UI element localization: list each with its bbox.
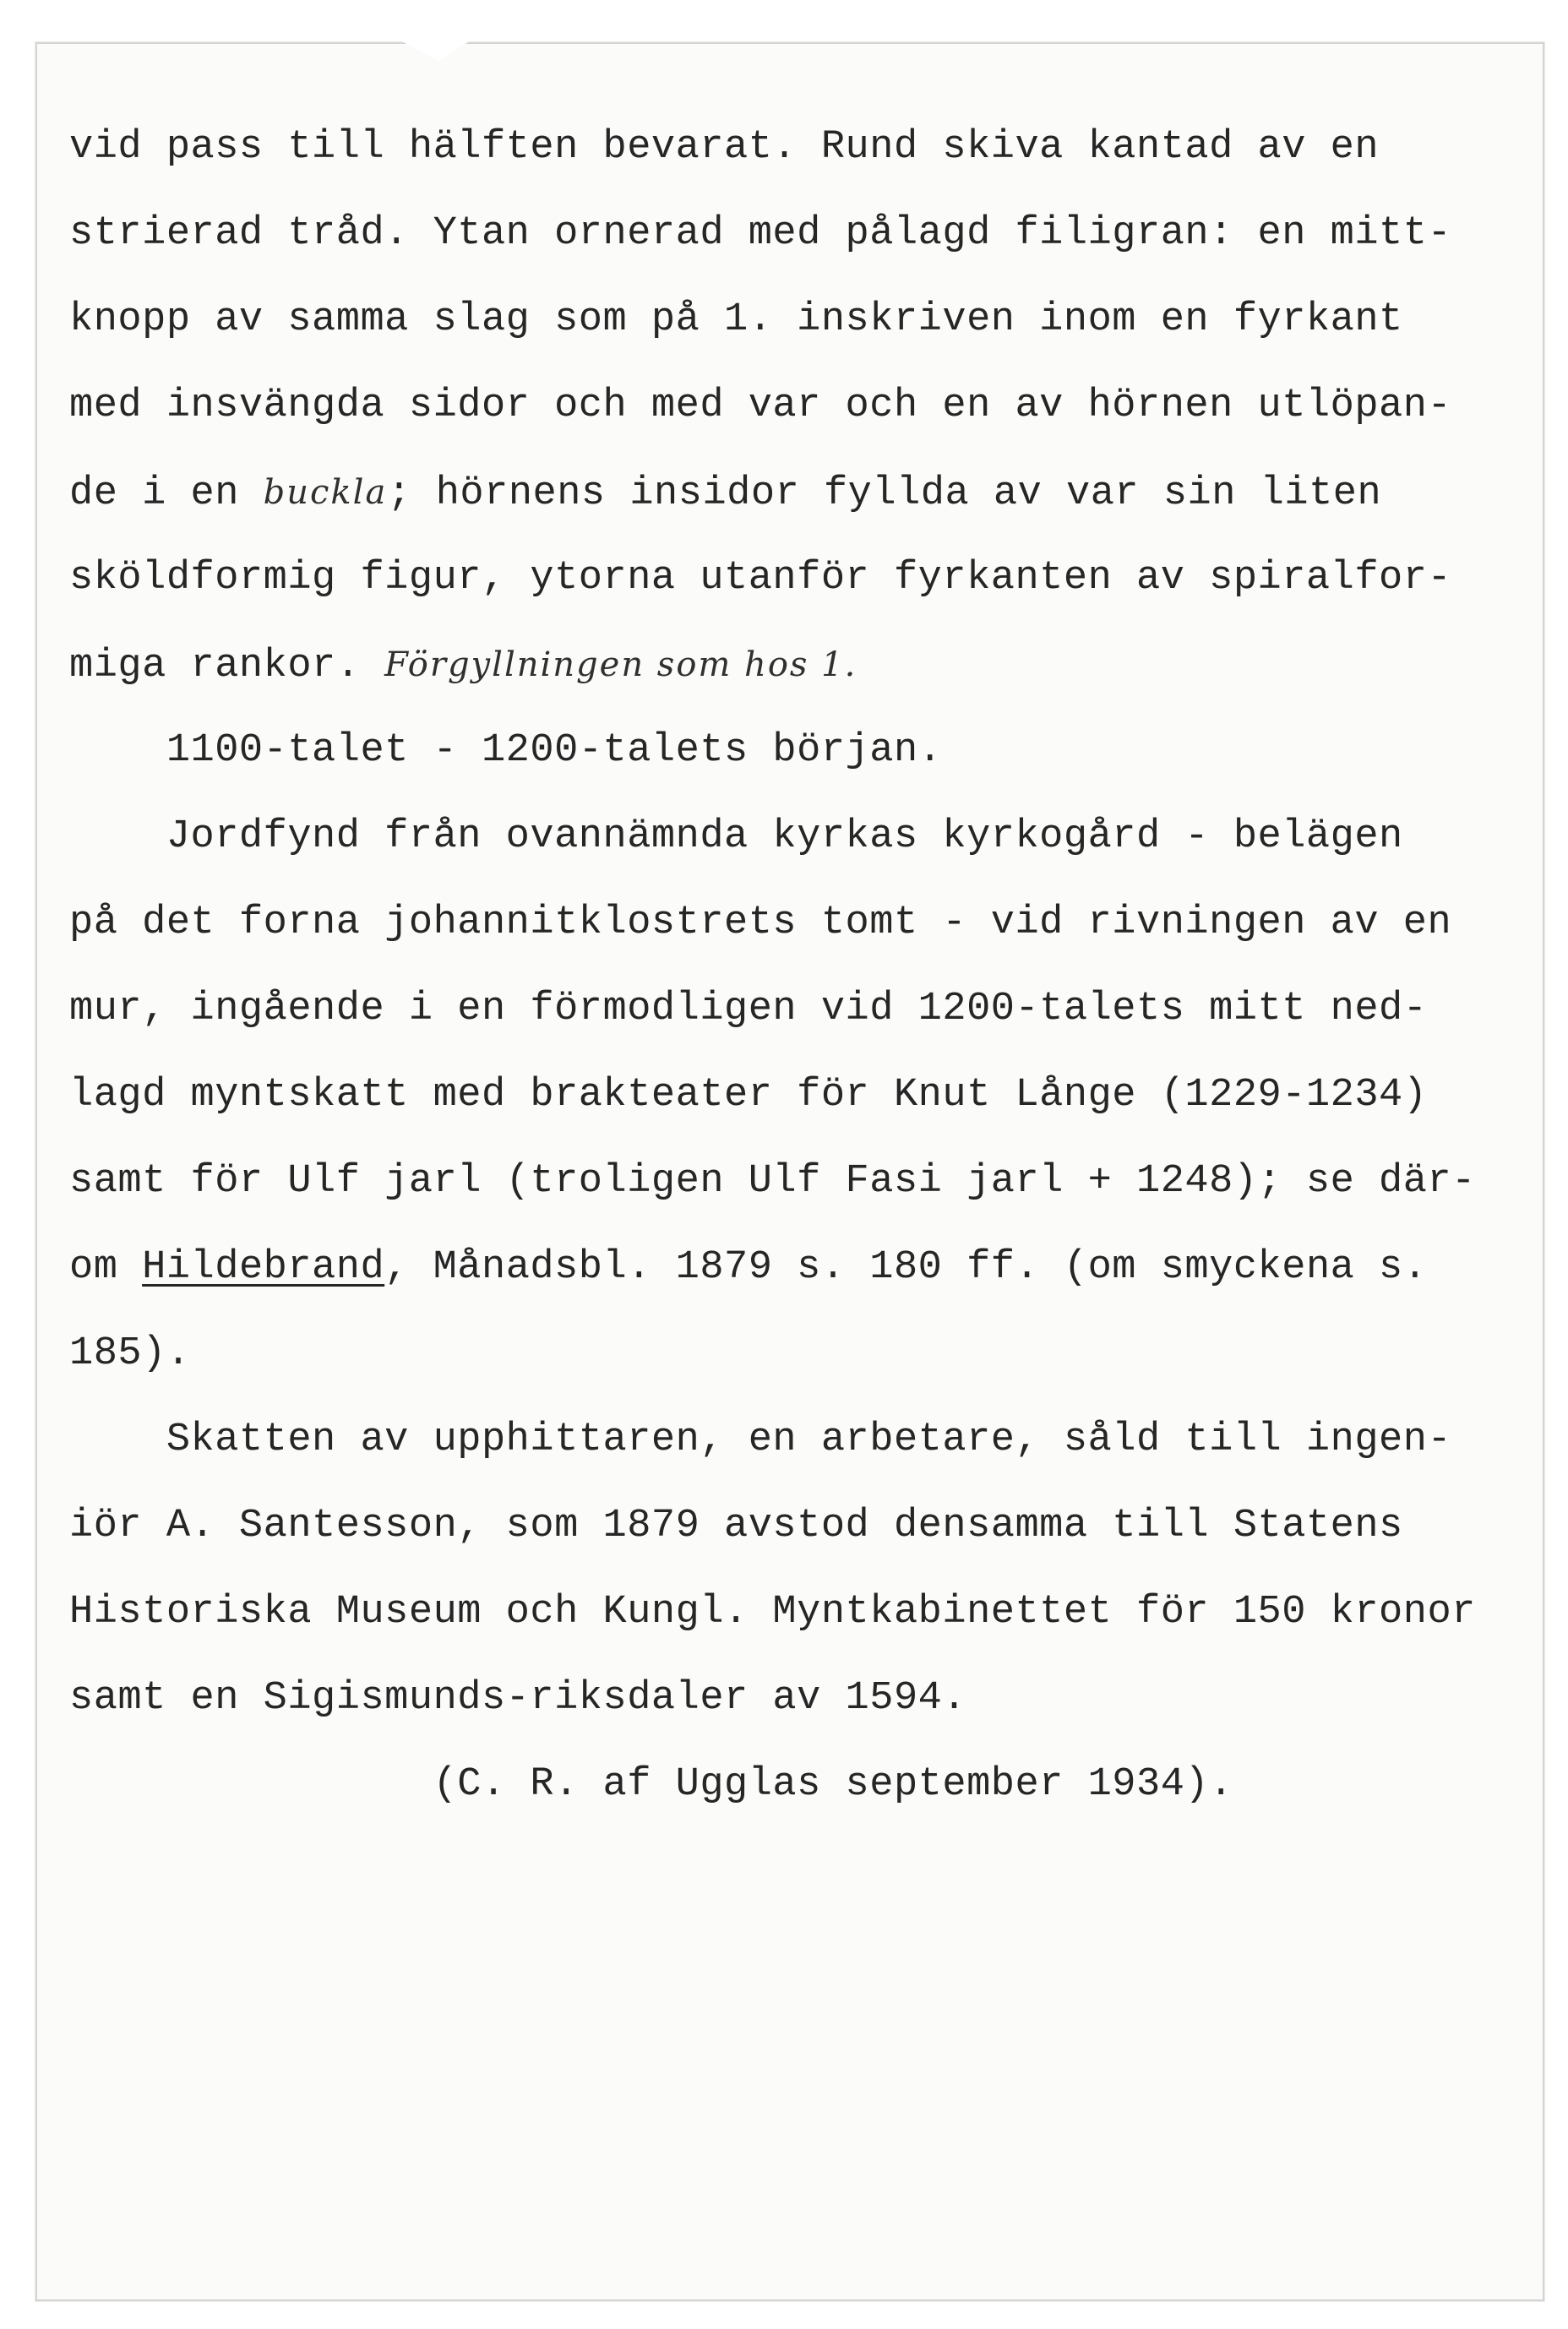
- text-segment: , Månadsbl. 1879 s. 180 ff. (om smyckena s.: [384, 1245, 1428, 1290]
- text-line: strierad tråd. Ytan ornerad med pålagd filigran: en mitt-: [69, 211, 1452, 256]
- text-line: lagd myntskatt med brakteater för Knut Långe (1229-1234): [69, 1073, 1428, 1118]
- text-segment: ; hörnens insidor fyllda av var sin liten: [387, 471, 1382, 516]
- text-line: [69, 467, 1381, 518]
- text-segment: miga rankor.: [69, 644, 385, 688]
- typed-text-block: [69, 122, 1522, 1807]
- text-line: med insvängda sidor och med var och en av hörnen utlöpan-: [69, 384, 1452, 428]
- text-line: 1100-talet - 1200-talets början.: [69, 728, 943, 773]
- text-line: iör A. Santesson, som 1879 avstod densamma till Statens: [69, 1504, 1403, 1548]
- text-line: 185).: [69, 1331, 191, 1376]
- handwritten-note: Förgyllningen som hos 1.: [384, 645, 858, 684]
- text-line: vid pass till hälften bevarat. Rund skiva kantad av en: [69, 125, 1380, 170]
- text-line: samt en Sigismunds-riksdaler av 1594.: [69, 1676, 967, 1721]
- text-segment: de i en: [69, 471, 264, 516]
- text-line: Skatten av upphittaren, en arbetare, såld till ingen-: [69, 1418, 1452, 1462]
- text-line: [69, 1243, 1427, 1293]
- text-line: Historiska Museum och Kungl. Myntkabinettet för 150 kronor: [69, 1590, 1476, 1635]
- underlined-reference: Hildebrand: [142, 1245, 385, 1290]
- text-line: sköldformig figur, ytorna utanför fyrkanten av spiralfor-: [69, 556, 1452, 601]
- text-line: samt för Ulf jarl (troligen Ulf Fasi jarl + 1248); se där-: [69, 1159, 1476, 1204]
- signature-line: (C. R. af Ugglas september 1934).: [69, 1762, 1233, 1807]
- text-line: knopp av samma slag som på 1. inskriven inom en fyrkant: [69, 297, 1403, 342]
- text-segment: om: [69, 1245, 143, 1290]
- text-line: Jordfynd från ovannämnda kyrkas kyrkogård - belägen: [69, 814, 1403, 859]
- text-line: [69, 639, 857, 690]
- text-line: på det forna johannitklostrets tomt - vid rivningen av en: [69, 901, 1452, 945]
- handwritten-correction: buckla: [263, 473, 388, 512]
- text-line: mur, ingående i en förmodligen vid 1200-talets mitt ned-: [69, 987, 1428, 1031]
